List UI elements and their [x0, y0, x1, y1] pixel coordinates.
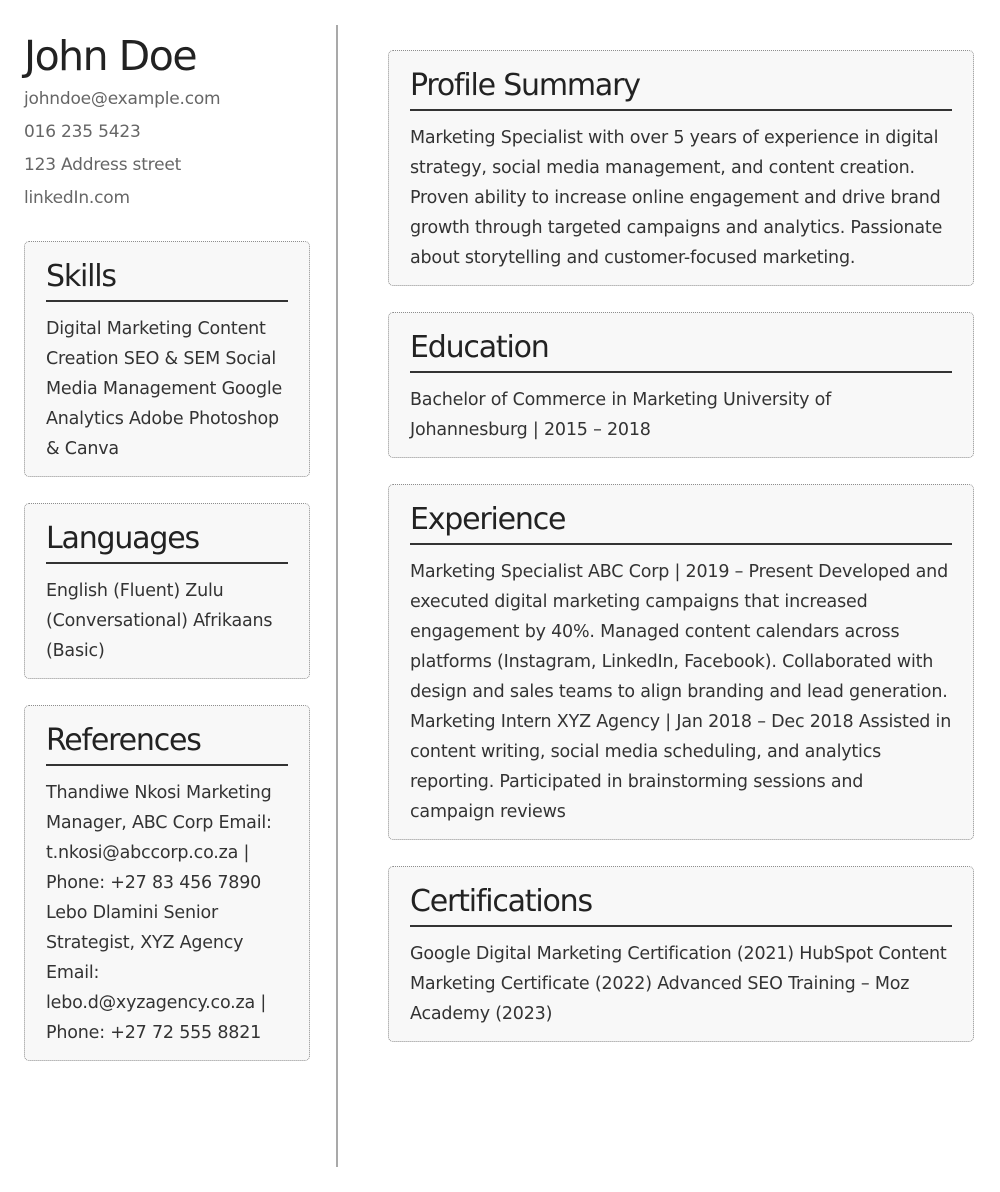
profile-summary-section	[388, 50, 974, 286]
references-title: References	[46, 720, 288, 766]
left-column	[24, 0, 314, 1061]
candidate-name: John Doe	[24, 32, 197, 80]
skills-section	[24, 241, 310, 477]
experience-section	[388, 484, 974, 840]
phone-text: 016 235 5423	[24, 122, 141, 142]
education-section	[388, 312, 974, 458]
skills-text: Digital Marketing Content Creation SEO & SEM Social Media Management Google Analytics Adobe Photoshop & Canva	[46, 319, 283, 459]
address-text: 123 Address street	[24, 155, 182, 175]
references-text: Thandiwe Nkosi Marketing Manager, ABC Corp Email: t.nkosi@abccorp.co.za | Phone: +27 83 456 7890 Lebo Dlamini Senior Strategist, XYZ Agency Email: lebo.d@xyzagency.co.za | Phone: +27 72 555 8821	[46, 783, 272, 1043]
contact-info	[24, 89, 314, 221]
languages-section	[24, 503, 310, 679]
certifications-text: Google Digital Marketing Certification (2021) HubSpot Content Marketing Certificate (2022) Advanced SEO Training – Moz Academy (2023)	[410, 944, 947, 1024]
email-text: johndoe@example.com	[24, 89, 221, 109]
profile-summary-text: Marketing Specialist with over 5 years of experience in digital strategy, social media management, and content creation. Proven ability to increase online engagement and drive brand growth through targeted campaigns and analytics. Passionate about storytelling and customer-focused marketing.	[410, 128, 943, 268]
education-text: Bachelor of Commerce in Marketing University of Johannesburg | 2015 – 2018	[410, 390, 832, 440]
experience-title: Experience	[410, 499, 952, 545]
certifications-title: Certifications	[410, 881, 952, 927]
linkedin-text: linkedIn.com	[24, 188, 130, 208]
experience-text: Marketing Specialist ABC Corp | 2019 – Present Developed and executed digital marketing campaigns that increased engagement by 40%. Managed content calendars across platforms (Instagram, LinkedIn, Facebook). Collaborated with design and sales teams to align branding and lead generation. Marketing Intern XYZ Agency | Jan 2018 – Dec 2018 Assisted in content writing, social media scheduling, and analytics reporting. Participated in brainstorming sessions and campaign reviews	[410, 562, 952, 822]
column-divider	[336, 25, 338, 1167]
education-title: Education	[410, 327, 952, 373]
languages-text: English (Fluent) Zulu (Conversational) Afrikaans (Basic)	[46, 581, 273, 661]
skills-title: Skills	[46, 256, 288, 302]
languages-title: Languages	[46, 518, 288, 564]
right-column	[388, 50, 974, 1042]
references-section	[24, 705, 310, 1061]
certifications-section	[388, 866, 974, 1042]
profile-summary-title: Profile Summary	[410, 65, 952, 111]
